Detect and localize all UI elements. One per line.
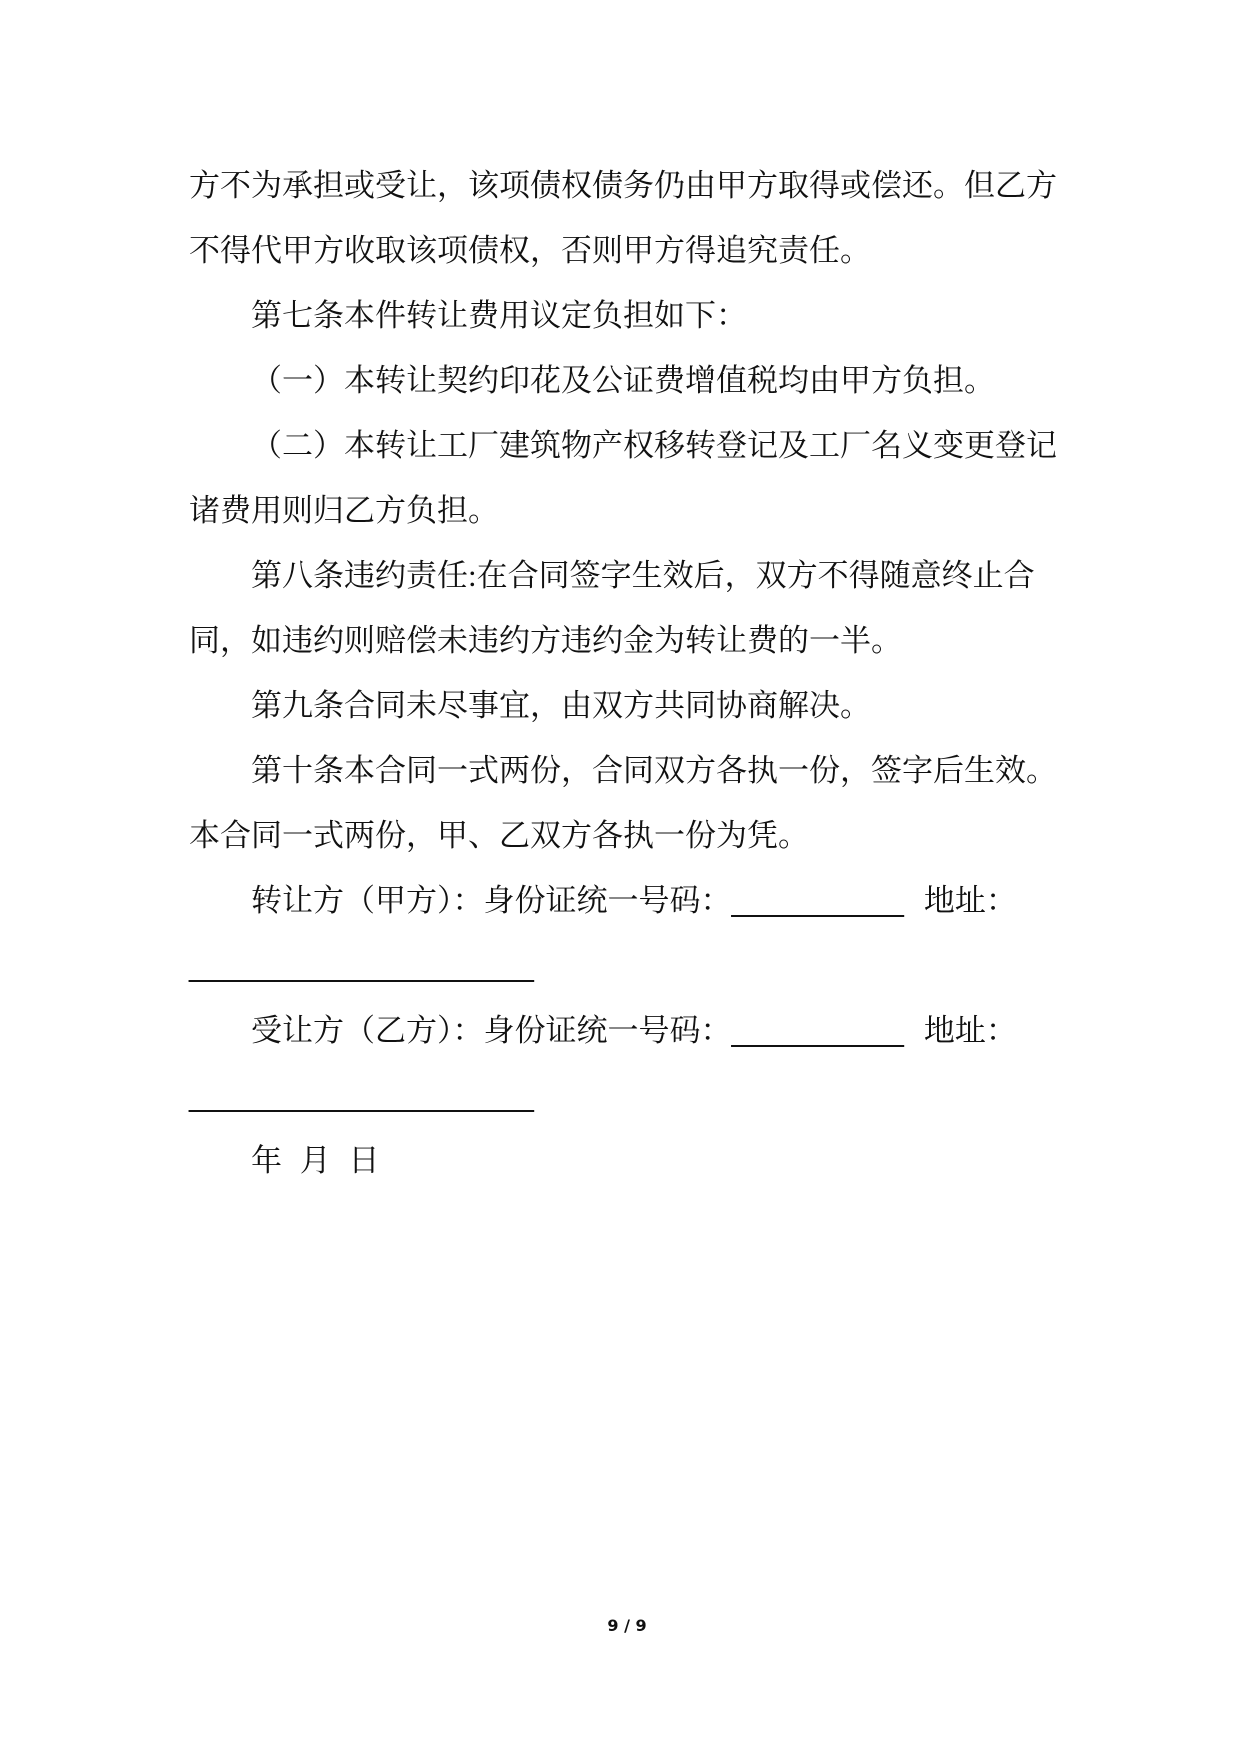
address-blank-line bbox=[189, 1076, 534, 1116]
body-text-line: 本合同一式两份，甲、乙双方各执一份为凭。 bbox=[189, 818, 809, 853]
body-text-line: 方不为承担或受让，该项债权债务仍由甲方取得或偿还。但乙方 bbox=[189, 168, 1057, 203]
address-label: 地址： bbox=[923, 883, 1017, 918]
clause-heading: 第七条本件转让费用议定负担如下： bbox=[251, 298, 747, 333]
signatory-label: 转让方（甲方）：身份证统一号码： bbox=[251, 883, 732, 918]
body-text-line: 同，如违约则赔偿未违约方违约金为转让费的一半。 bbox=[189, 623, 902, 658]
address-blank: ____________________ bbox=[189, 948, 534, 983]
id-number-blank: __________ bbox=[731, 1013, 904, 1048]
clause-item: （一）本转让契约印花及公证费增值税均由甲方负担。 bbox=[251, 363, 995, 398]
date-line: 年 月 日 bbox=[251, 1143, 380, 1178]
clause-item: 诸费用则归乙方负担。 bbox=[189, 493, 499, 528]
clause-heading: 第九条合同未尽事宜，由双方共同协商解决。 bbox=[251, 688, 871, 723]
id-number-blank: __________ bbox=[731, 883, 904, 918]
body-text-line: 不得代甲方收取该项债权，否则甲方得追究责任。 bbox=[189, 233, 871, 268]
signature-line-transferee bbox=[251, 1011, 1017, 1051]
clause-heading: 第八条违约责任:在合同签字生效后，双方不得随意终止合 bbox=[251, 558, 1035, 593]
page-number: 9 / 9 bbox=[607, 1616, 647, 1635]
address-label: 地址： bbox=[923, 1013, 1017, 1048]
address-blank-line bbox=[189, 946, 534, 986]
signature-line-transferor bbox=[251, 881, 1017, 921]
signatory-label: 受让方（乙方）：身份证统一号码： bbox=[251, 1013, 732, 1048]
clause-item: （二）本转让工厂建筑物产权移转登记及工厂名义变更登记 bbox=[251, 428, 1057, 463]
clause-heading: 第十条本合同一式两份，合同双方各执一份，签字后生效。 bbox=[251, 753, 1057, 788]
address-blank: ____________________ bbox=[189, 1078, 534, 1113]
